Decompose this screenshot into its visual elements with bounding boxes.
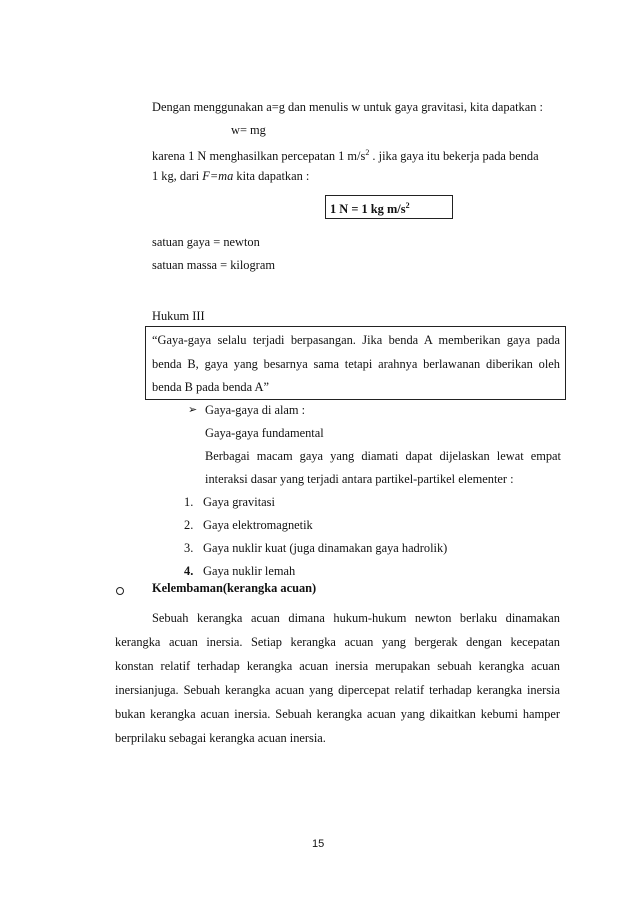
forces-bullet-title: Gaya-gaya di alam :	[205, 403, 306, 417]
force-list-item-2: Gaya elektromagnetik	[203, 518, 313, 532]
intro-line-3	[152, 168, 309, 184]
newton-definition-box	[325, 195, 453, 219]
force-list-num-1: 1.	[184, 495, 194, 509]
unit-mass: satuan massa = kilogram	[152, 258, 275, 272]
intro-line-2	[152, 145, 539, 164]
force-list-item-1: Gaya gravitasi	[203, 495, 275, 509]
intro-line-2-pre: karena 1 N menghasilkan percepatan 1 m/s	[152, 149, 366, 164]
unit-force: satuan gaya = newton	[152, 235, 260, 249]
inertia-para-line-6: berprilaku sebagai kerangka acuan inersia.	[115, 731, 326, 745]
arrow-bullet-icon: ➢	[188, 403, 198, 416]
law3-heading: Hukum III	[152, 309, 205, 323]
force-list-num-2: 2.	[184, 518, 194, 532]
law3-quote-line-2: benda B, gaya yang besarnya sama tetapi arahnya berlawanan diberikan oleh	[152, 357, 560, 371]
intro-line-1: Dengan menggunakan a=g dan menulis w untuk gaya gravitasi, kita dapatkan :	[152, 100, 543, 114]
forces-desc-line-1: Berbagai macam gaya yang diamati dapat dijelaskan lewat empat	[205, 449, 561, 463]
force-list-num-3: 3.	[184, 541, 194, 555]
intro-line-3-italic: F=ma	[202, 169, 234, 183]
circle-bullet-icon	[116, 583, 124, 599]
inertia-para-line-4: inersianjuga. Sebuah kerangka acuan yang dipercepat relatif terhadap kerangka inersia	[115, 683, 560, 697]
inertia-para-line-2: kerangka acuan inersia. Setiap kerangka acuan yang bergerak dengan kecepatan	[115, 635, 560, 649]
force-list-num-4: 4.	[184, 564, 194, 578]
law3-quote-line-1: “Gaya-gaya selalu terjadi berpasangan. Jika benda A memberikan gaya pada	[152, 333, 560, 347]
intro-line-3-post: kita dapatkan :	[233, 169, 310, 183]
inertia-para-line-1: Sebuah kerangka acuan dimana hukum-hukum newton berlaku dinamakan	[152, 611, 560, 625]
inertia-para-line-3: konstan relatif terhadap kerangka acuan inersia merupakan sebuah kerangka acuan	[115, 659, 560, 673]
intro-line-2-sup: 2	[365, 148, 370, 157]
intro-line-2-post: . jika gaya itu bekerja pada benda	[369, 149, 539, 164]
page-number: 15	[312, 838, 325, 850]
newton-definition	[330, 198, 410, 217]
forces-desc-line-2: interaksi dasar yang terjadi antara partikel-partikel elementer :	[205, 472, 514, 486]
newton-definition-sup: 2	[405, 201, 410, 210]
force-list-item-4: Gaya nuklir lemah	[203, 564, 296, 578]
law3-quote-line-3: benda B pada benda A”	[152, 380, 269, 394]
force-list-item-3: Gaya nuklir kuat (juga dinamakan gaya hadrolik)	[203, 541, 448, 555]
inertia-para-line-5: bukan kerangka acuan inersia. Sebuah kerangka acuan yang dikaitkan kebumi hamper	[115, 707, 560, 721]
gravity-formula: w= mg	[231, 123, 266, 137]
inertia-heading: Kelembaman(kerangka acuan)	[152, 581, 317, 595]
newton-definition-text: 1 N = 1 kg m/s	[330, 202, 406, 217]
intro-line-3-pre: 1 kg, dari	[152, 169, 203, 183]
forces-subtitle: Gaya-gaya fundamental	[205, 426, 324, 440]
